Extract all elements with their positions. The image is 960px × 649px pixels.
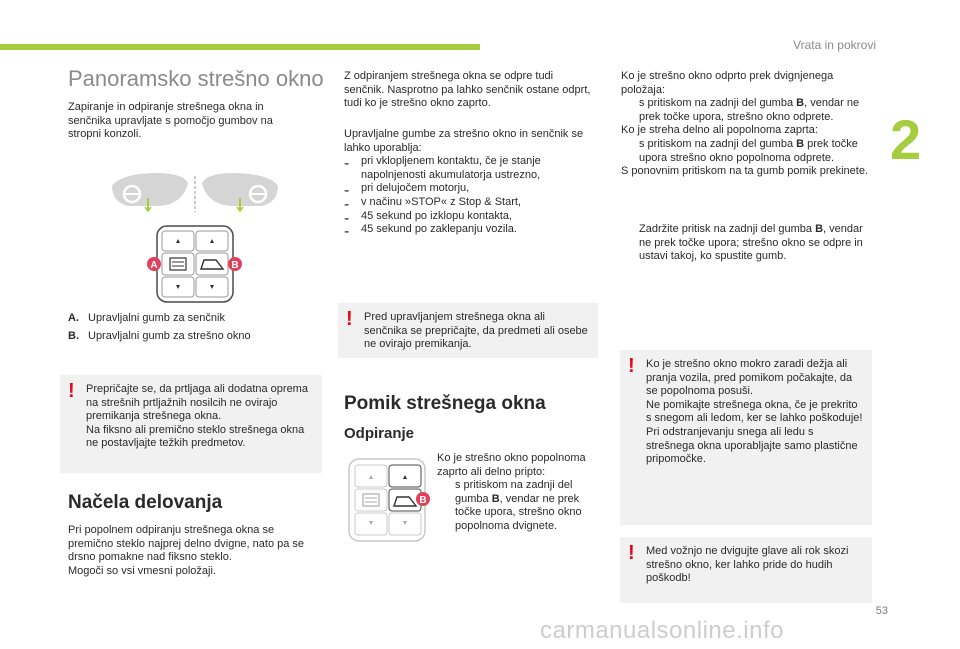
warning-text: Na fiksno ali premično steklo strešnega okna ne postavljajte težkih predmetov. [86,423,305,450]
car-silhouette-right-icon [202,173,278,211]
control-button-panel [157,226,233,302]
opening-instructions: Ko je strešno okno popolnoma zaprto ali delno pripto: s pritiskom na zadnji del gumba B, vendar ne prek točke upora, strešno okno popolnoma dvignete. [437,452,597,534]
marker-b-label: B [419,495,427,506]
marker-a-label: A [150,260,158,271]
warning-text: Pri odstranjevanju snega ali ledu s strešnega okna uporabljajte samo plastične pripomočke. [646,425,858,466]
list-item: s pritiskom na zadnji del gumba B, vendar ne prek točke upora, strešno okno popolnoma dvignete. [455,479,582,532]
sunblind-paragraph: Z odpiranjem strešnega okna se odpre tudi senčnik. Nasprotno pa lahko senčnik ostane odprt, tudi ko je strešno okno zaprto. [344,70,591,110]
chapter-number: 2 [890,108,922,171]
roof-console-diagram [100,168,280,308]
opening-steps: Ko je strešno okno odprto prek dvignjenega položaja: s pritiskom na zadnji del gumba B, vendar ne prek točke upora, strešno okno odprete. Ko je streha delno ali popolnoma zaprta: s pritiskom na zadnji del gumba B prek točke upora strešno okno popolnoma odprete. S ponovnim pritiskom na ta gumb pomik prekinete. [621,70,876,179]
usage-conditions: Upravljalne gumbe za strešno okno in senčnik se lahko uporablja: - pri vklopljenem kontaktu, če je stanje napolnjenosti akumulatorja ustrezno, - pri delujočem motorju, - v načinu »STOP« z Stop & Start, - 45 sekund po izklopu kontakta, - 45 sekund po zaklepanju vozila. [344,128,594,237]
heading-operating-principles: Načela delovanja [68,492,223,513]
list-item: - pri delujočem motorju, [344,182,470,200]
warning-text: Med vožnjo ne dvigujte glave ali rok skozi strešno okno, ker lahko pride do hudih poškodb! [646,545,849,585]
hold-instruction [621,223,876,264]
warning-icon: ! [68,380,75,402]
list-item: s pritiskom na zadnji del gumba B prek točke upora strešno okno popolnoma odprete. [639,137,858,164]
warning-box-obstacles [338,303,598,358]
list-item: Zadržite pritisk na zadnji del gumba B, vendar ne prek točke upora; strešno okno se odpre in ustavi takoj, ko spustite gumb. [639,223,863,263]
button-panel-small-diagram [343,455,433,545]
list-item: s pritiskom na zadnji del gumba B, vendar ne prek točke upora, strešno okno odprete. [639,97,860,123]
warning-text: Pred upravljanjem strešnega okna ali senčnika se prepričajte, da predmeti ali osebe ne ovirajo premikanja. [364,311,588,351]
operating-principles-text: Pri popolnem odpiranju strešnega okna se premično steklo najprej delno dvigne, nato pa se drsno pomakne nad fiksno steklo. Mogoči so vsi vmesni položaji. [68,524,305,577]
subheading-opening: Odpiranje [344,425,415,442]
warning-box-wet-roof [620,350,872,525]
warning-text: Prepričajte se, da prtljaga ali dodatna oprema na strešnih prtljažnih nosilcih ne ovirajo premikanja strešnega okna. [86,383,308,423]
warning-box-driving [620,537,872,603]
page-title: Panoramsko strešno okno [68,66,324,91]
warning-icon: ! [628,355,635,377]
list-item: - v načinu »STOP« z Stop & Start, [344,195,521,213]
marker-b-label: B [231,260,239,271]
header-accent-bar [0,44,480,50]
car-silhouette-left-icon [112,173,188,211]
warning-box-luggage [60,375,322,473]
heading-sunroof-movement: Pomik strešnega okna [344,393,546,414]
section-title: Vrata in pokrovi [793,38,876,52]
button-legend [68,311,308,347]
warning-text: Ko je strešno okno mokro zaradi dežja ali pranja vozila, pred pomikom počakajte, da se popolnoma posuši. [646,358,853,398]
list-item: - 45 sekund po izklopu kontakta, [344,209,513,227]
legend-item-a: A. Upravljalni gumb za senčnik [68,312,225,324]
list-item: - 45 sekund po zaklepanju vozila. [344,223,517,241]
page-number: 53 [875,605,888,617]
warning-icon: ! [346,308,353,330]
intro-paragraph: Zapiranje in odpiranje strešnega okna in senčnika upravljate s pomočjo gumbov na stropni konzoli. [68,101,273,141]
list-item: - pri vklopljenem kontaktu, če je stanje napolnjenosti akumulatorja ustrezno, [344,155,541,181]
legend-item-b: B. Upravljalni gumb za strešno okno [68,330,251,342]
warning-icon: ! [628,542,635,564]
watermark-text: carmanualsonline.info [540,617,784,644]
warning-text: Ne pomikajte strešnega okna, če je prekrito s snegom ali ledom, ker se lahko poškoduje! [646,398,863,425]
